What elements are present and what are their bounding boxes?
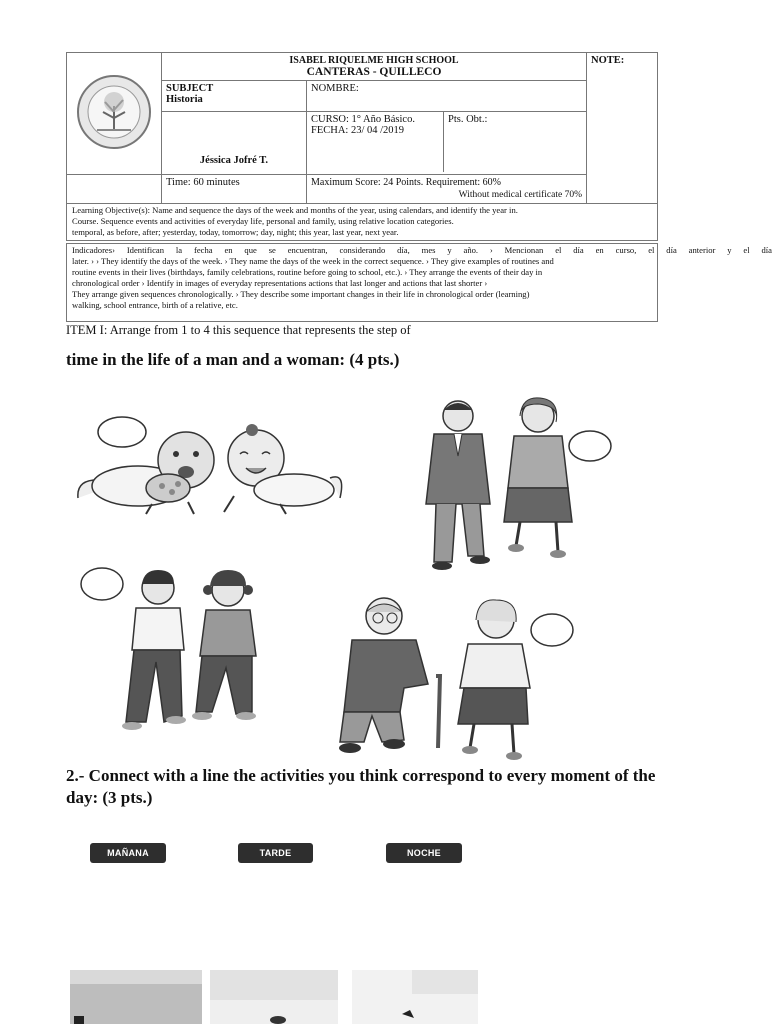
objective-line: Learning Objective(s): Name and sequence the days of the week and months of the year, using calendars, and identify the year in. — [72, 205, 518, 215]
indicator-word: día — [573, 245, 584, 255]
indicator-word: mes — [421, 245, 436, 255]
indicator-word: el — [648, 245, 655, 255]
indicator-word: día — [666, 245, 677, 255]
pts-obt-label: Pts. Obt.: — [448, 114, 488, 125]
subject-label: SUBJECT — [166, 83, 214, 94]
indicators-box — [66, 243, 772, 322]
medical-note: Without medical certificate 70% — [458, 190, 582, 200]
indicator-word: día, — [397, 245, 410, 255]
indicator-line: routine events in their lives (birthdays, family celebrations, routine before going to school, etc.). › They arrange the events of their day in — [72, 267, 543, 277]
indicator-word: el — [743, 245, 750, 255]
time-cell — [162, 175, 307, 204]
indicator-word: fecha — [193, 245, 213, 255]
indicator-word: la — [175, 245, 183, 255]
activity-scene-3 — [352, 970, 478, 1024]
teacher-cell — [162, 112, 307, 175]
curso-label: CURSO: 1° Año Básico. — [311, 114, 415, 125]
header-table — [66, 52, 658, 204]
item2-heading: 2.- Connect with a line the activities you think correspond to every moment of the day: (3 pts.) — [66, 766, 656, 807]
indicator-word: Indicadores› — [72, 245, 115, 255]
elderly-couple-illustration — [332, 592, 576, 762]
learning-objective-box — [66, 203, 658, 241]
item1-instruction: ITEM I: Arrange from 1 to 4 this sequence that represents the step of — [66, 323, 411, 337]
label-tarde: TARDE — [238, 843, 313, 863]
indicator-word: Identifican — [126, 245, 165, 255]
indicator-word: encuentran, — [287, 245, 328, 255]
indicator-word: › — [489, 245, 493, 255]
nombre-cell[interactable] — [307, 81, 587, 112]
indicator-word: en — [595, 245, 604, 255]
indicator-word: curso, — [615, 245, 637, 255]
indicator-word: que — [244, 245, 257, 255]
school-name: ISABEL RIQUELME HIGH SCHOOL — [289, 55, 459, 66]
indicator-word: considerando — [339, 245, 386, 255]
nombre-label: NOMBRE: — [311, 83, 359, 94]
note-label: NOTE: — [591, 55, 625, 66]
indicator-word: año. — [463, 245, 479, 255]
indicators-first-line — [72, 245, 772, 256]
curso-fecha — [307, 112, 444, 172]
pts-obt-cell[interactable] — [444, 112, 587, 172]
school-seal-icon — [75, 72, 153, 152]
indicator-word: el — [555, 245, 562, 255]
indicator-word: y — [727, 245, 732, 255]
indicator-line: walking, school entrance, birth of a relative, etc. — [72, 300, 238, 310]
objective-line: temporal, as before, after; yesterday, today, tomorrow; day, night; this year, last year, next year. — [72, 227, 399, 237]
babies-crawling-illustration — [68, 408, 348, 520]
objective-line: Course. Sequence events and activities of everyday life, personal and family, using relative location categories. — [72, 216, 454, 226]
activity-scene-1 — [70, 970, 202, 1024]
max-score: Maximum Score: 24 Points. Requirement: 60% — [311, 177, 501, 188]
time-label: Time: 60 minutes — [166, 177, 240, 188]
teacher-name: Jéssica Jofré T. — [199, 155, 269, 166]
indicator-word: en — [224, 245, 233, 255]
note-cell[interactable] — [587, 53, 658, 204]
subject-value: Historia — [166, 94, 203, 105]
indicator-line: later. › › They identify the days of the week. › They name the days of the week in the correct sequence. › They give examples of routines and — [72, 256, 554, 266]
indicator-word: anterior — [688, 245, 716, 255]
score-cell — [307, 175, 587, 204]
curso-fecha-cell — [307, 112, 587, 175]
item1-heading: time in the life of a man and a woman: (4 pts.) — [66, 350, 400, 369]
speech-bubble-icon — [98, 417, 146, 447]
school-name-cell — [162, 53, 587, 81]
speech-bubble-icon — [531, 614, 573, 646]
school-location: CANTERAS - QUILLECO — [306, 66, 442, 78]
indicator-word: Mencionan — [504, 245, 544, 255]
label-noche: NOCHE — [386, 843, 462, 863]
indicator-word: y — [447, 245, 452, 255]
indicator-word: se — [268, 245, 276, 255]
indicator-word: día — [761, 245, 772, 255]
logo-spacer — [67, 175, 162, 204]
speech-bubble-icon — [81, 568, 123, 600]
indicator-line: They arrange given sequences chronologically. › They describe some important changes in their life in chronological order (learning) — [72, 289, 530, 299]
subject-cell — [162, 81, 307, 112]
school-logo-cell — [67, 53, 162, 175]
adults-standing-illustration — [410, 396, 614, 572]
speech-bubble-icon — [569, 431, 611, 461]
activity-scene-2 — [210, 970, 338, 1024]
fecha-label: FECHA: 23/ 04 /2019 — [311, 125, 405, 136]
label-manana: MAÑANA — [90, 843, 166, 863]
children-standing-illustration — [80, 566, 264, 736]
indicator-line: chronological order › Identify in images of everyday representations actions that last longer and actions that last shorter › — [72, 278, 488, 288]
